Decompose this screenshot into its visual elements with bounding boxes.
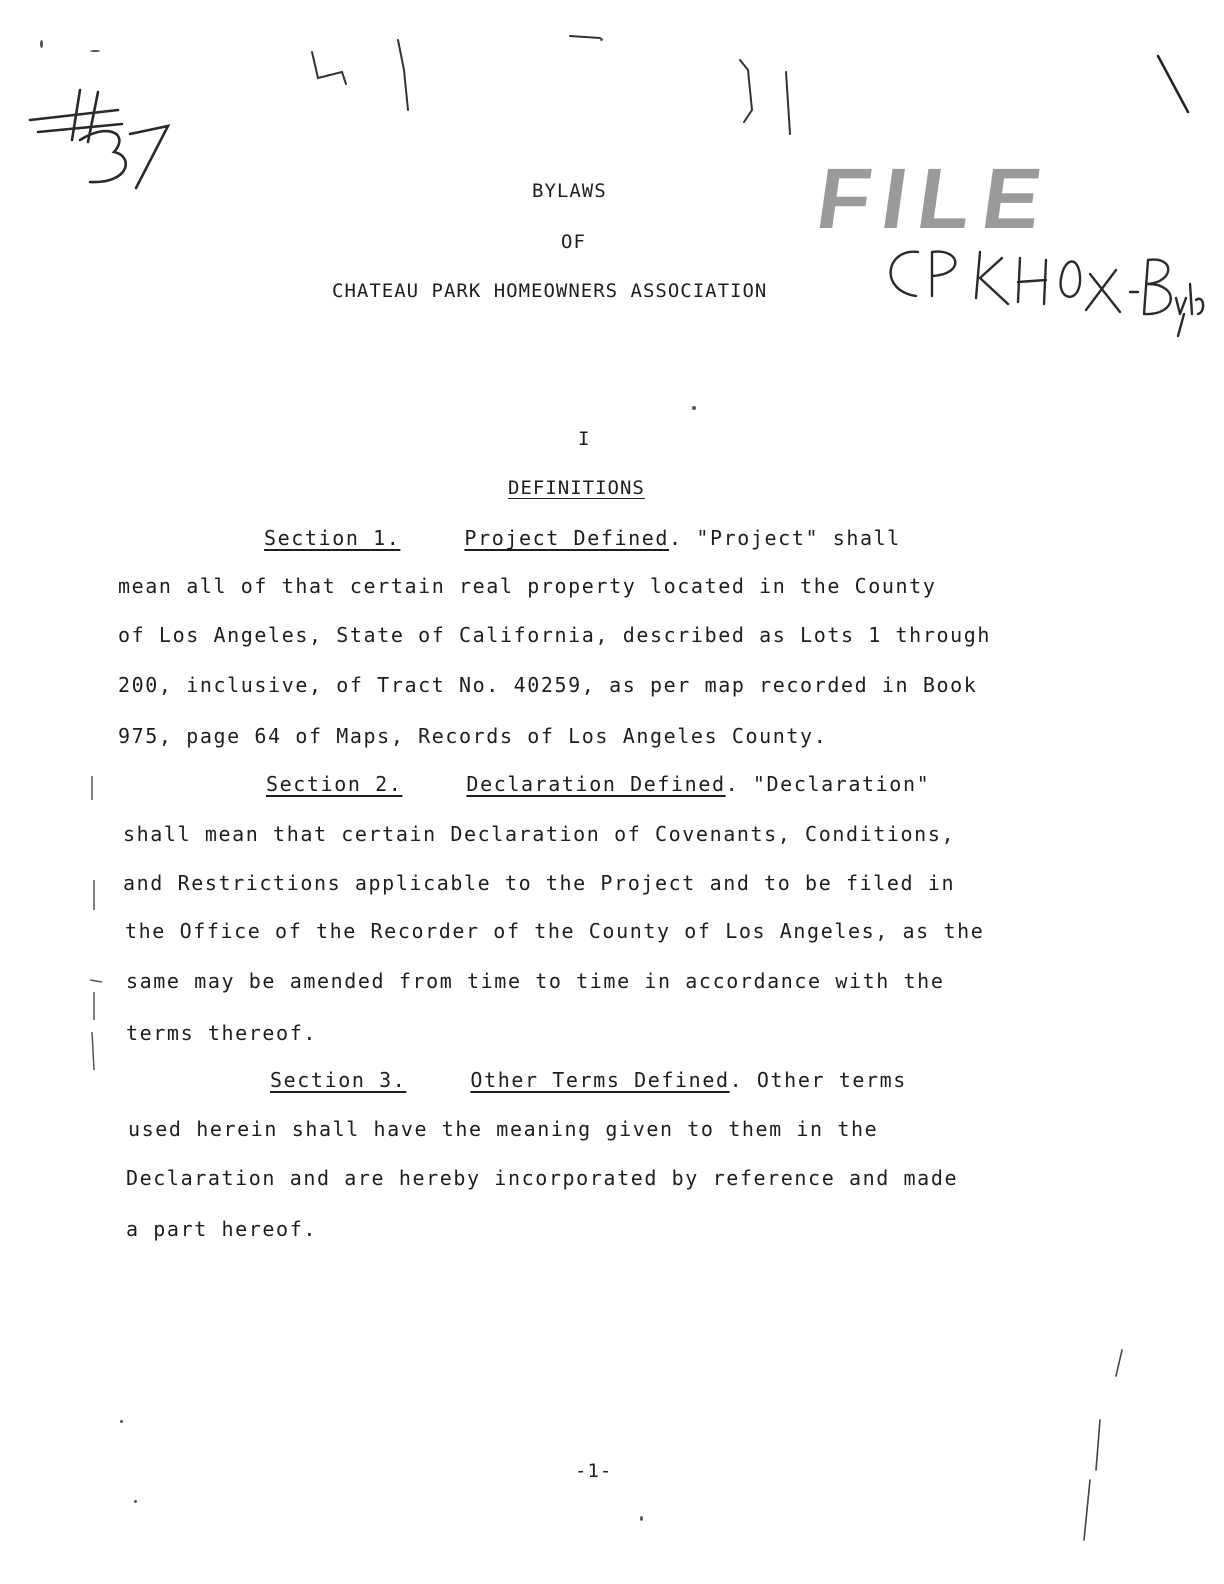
page-number: -1-: [575, 1460, 613, 1482]
section-2-line: and Restrictions applicable to the Project and to be filed in: [123, 871, 956, 895]
speck: [134, 1500, 137, 1503]
top-right-slash: [1150, 50, 1200, 120]
section-1-first-line-rest: . "Project" shall: [669, 526, 901, 550]
section-1-line: mean all of that certain real property located in the County: [118, 574, 937, 598]
association-name: CHATEAU PARK HOMEOWNERS ASSOCIATION: [332, 280, 768, 302]
section-2-line: the Office of the Recorder of the County of Los Angeles, as the: [125, 919, 985, 943]
section-1-first-line: [264, 526, 901, 550]
top-scan-marks: [300, 30, 820, 150]
left-margin-marks: [80, 770, 110, 1100]
section-3-line: Declaration and are hereby incorporated by reference and made: [126, 1166, 959, 1190]
section-2-line: same may be amended from time to time in accordance with the: [126, 969, 945, 993]
section-2-first-line-rest: . "Declaration": [725, 772, 931, 796]
section-3-first-line-rest: . Other terms: [729, 1068, 907, 1092]
document-title: BYLAWS: [532, 180, 607, 202]
speck: [692, 406, 696, 410]
file-stamp: FILE: [811, 151, 1060, 247]
speck: [120, 1420, 123, 1423]
right-margin-marks: [1070, 1320, 1140, 1560]
article-heading: DEFINITIONS: [508, 477, 645, 499]
section-1-line: 975, page 64 of Maps, Records of Los Angeles County.: [118, 724, 828, 748]
section-1-title: Project Defined: [464, 526, 670, 550]
speck: [640, 1516, 643, 1521]
section-2-title: Declaration Defined: [466, 772, 726, 796]
speck: [600, 38, 603, 41]
section-3-first-line: [270, 1068, 907, 1092]
section-3-line: a part hereof.: [126, 1217, 317, 1241]
speck: [40, 40, 43, 48]
section-1-line: of Los Angeles, State of California, described as Lots 1 through: [118, 623, 992, 647]
section-3-line: used herein shall have the meaning given to them in the: [128, 1117, 879, 1141]
section-2-first-line: [266, 772, 930, 796]
section-1-line: 200, inclusive, of Tract No. 40259, as per map recorded in Book: [118, 673, 978, 697]
handwritten-label: [876, 244, 1206, 344]
article-number: I: [578, 428, 591, 450]
section-2-label: Section 2.: [266, 772, 403, 796]
speck: [90, 50, 100, 52]
handwritten-file-number: [18, 70, 188, 200]
title-of: OF: [561, 231, 586, 253]
section-2-line: shall mean that certain Declaration of Covenants, Conditions,: [123, 822, 956, 846]
section-1-label: Section 1.: [264, 526, 401, 550]
section-2-line: terms thereof.: [126, 1021, 317, 1045]
section-3-label: Section 3.: [270, 1068, 407, 1092]
section-3-title: Other Terms Defined: [470, 1068, 730, 1092]
